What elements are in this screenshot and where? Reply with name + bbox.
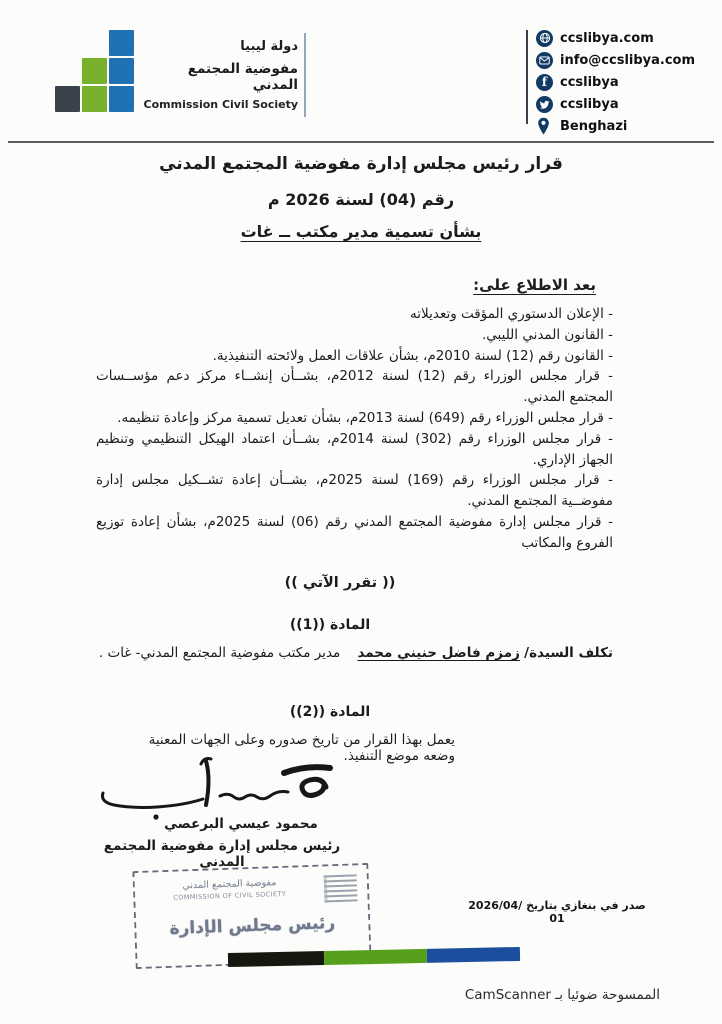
bar-segment-blue	[426, 947, 520, 963]
stamp-title-text: رئيس مجلس الإدارة	[169, 913, 336, 939]
organization-name-block	[140, 39, 298, 111]
contact-row-twitter	[536, 94, 714, 116]
watermark-brand: CamScanner	[464, 987, 551, 1003]
contact-row-facebook	[536, 71, 714, 93]
stamp-logo-mark	[324, 874, 358, 902]
org-commission-name-ar: مفوضية المجتمع المدني	[187, 61, 298, 93]
globe-icon	[536, 30, 553, 47]
commission-logo	[55, 30, 134, 112]
logo-cell-blue	[109, 58, 134, 84]
preamble-heading: بعد الاطلاع على:	[473, 276, 596, 294]
contact-info-block	[536, 27, 714, 138]
article-2-body: يعمل بهذا القرار من تاريخ صدوره وعلى الجهات المعنية وضعه موضع التنفيذ.	[148, 732, 455, 764]
list-item: - الإعلان الدستوري المؤقت وتعديلاته	[410, 306, 613, 322]
list-item: - قرار مجلس إدارة مفوضية المجتمع المدني رقم (06) لسنة 2025م، بشأن إعادة توزيع الفروع والمكاتب	[96, 513, 613, 551]
list-item: - قرار مجلس الوزراء رقم (12) لسنة 2012م، بشــأن إنشــاء مركز دعم مؤســسات المجتمع المدني.	[96, 368, 613, 406]
decision-operative-heading: (( تقرر الآتي ))	[284, 575, 396, 591]
bar-segment-black	[228, 951, 325, 967]
stamp-org-en: COMMISSION OF CIVIL SOCIETY	[173, 889, 287, 902]
email-text: info@ccslibya.com	[560, 52, 696, 68]
decision-subject-line: بشأن تسمية مدير مكتب ــ غات	[240, 222, 482, 241]
issued-date-value: 2026/04/ 01	[468, 899, 565, 925]
facebook-icon: f	[536, 74, 553, 91]
twitter-icon	[536, 96, 553, 113]
issued-label: صدر في بنغازي بتاريخ	[526, 899, 646, 912]
article-1-prefix: تكلف السيدة/	[524, 645, 613, 661]
website-text: ccslibya.com	[560, 30, 654, 46]
list-item: - قرار مجلس الوزراء رقم (169) لسنة 2025م، بشــأن إعادة تشــكيل مجلس إدارة مفوضــية المجتمع المدني.	[96, 472, 614, 510]
org-state-name: دولة ليبيا	[240, 39, 298, 54]
contact-row-email	[536, 49, 714, 71]
logo-cell-green	[82, 86, 107, 112]
header-separator-line	[8, 141, 714, 143]
logo-cell-blue	[109, 86, 134, 112]
article-1-title: المادة ((1))	[289, 617, 371, 633]
logo-cell-blue	[109, 30, 134, 56]
contact-row-website	[536, 27, 714, 49]
camscanner-watermark	[450, 987, 660, 1003]
issued-date-line	[468, 899, 646, 925]
article-1-suffix: مدير مكتب مفوضية المجتمع المدني- غات .	[98, 645, 341, 661]
location-icon	[536, 117, 553, 137]
logo-cell-empty	[82, 30, 107, 56]
decision-number-line: رقم (04) لسنة 2026 م	[267, 190, 455, 209]
article-1-body	[96, 645, 613, 661]
logo-cell-empty	[55, 30, 80, 56]
decision-title-line1: قرار رئيس مجلس إدارة مفوضية المجتمع المدني	[159, 154, 563, 174]
email-icon	[536, 52, 553, 69]
stamp-org-ar: مفوضية المجتمع المدني	[182, 877, 277, 892]
list-item: - قرار مجلس الوزراء رقم (649) لسنة 2013م، بشأن تعديل تسمية مركز وإعادة تنظيمه.	[117, 409, 613, 426]
logo-cell-green	[82, 58, 107, 84]
list-item: - قرار مجلس الوزراء رقم (302) لسنة 2014م، بشــأن اعتماد الهيكل التنظيمي وتنظيم الجهاز الإداري.	[96, 430, 613, 468]
stamp-header	[134, 865, 367, 909]
preamble-reference-list	[96, 304, 613, 554]
article-2-title: المادة ((2))	[289, 704, 371, 720]
signatory-title: رئيس مجلس إدارة مفوضية المجتمع المدني	[103, 838, 341, 870]
location-text: Benghazi	[560, 119, 628, 135]
list-item: - القانون المدني الليبي.	[482, 326, 613, 343]
contacts-vertical-divider	[526, 30, 528, 124]
stamp-org-lines	[145, 876, 315, 903]
org-commission-name-en: Commission Civil Society	[143, 98, 298, 111]
logo-cell-empty	[55, 58, 80, 84]
list-item: - القانون رقم (12) لسنة 2010م، بشأن علاقات العمل ولائحته التنفيذية.	[212, 347, 613, 364]
facebook-handle-text: ccslibya	[560, 74, 619, 90]
bar-segment-green	[324, 949, 426, 965]
logo-cell-dark	[55, 86, 80, 112]
appointee-name: زمزم فاضل حنيني محمد	[357, 645, 520, 661]
watermark-prefix: الممسوحة ضوئيا بـ	[555, 987, 660, 1003]
signatory-name: محمود عيسي البرعصي	[164, 816, 318, 832]
header-vertical-divider	[304, 33, 306, 117]
twitter-handle-text: ccslibya	[560, 97, 619, 113]
decision-title-block	[0, 154, 722, 241]
contact-row-location	[536, 116, 714, 138]
